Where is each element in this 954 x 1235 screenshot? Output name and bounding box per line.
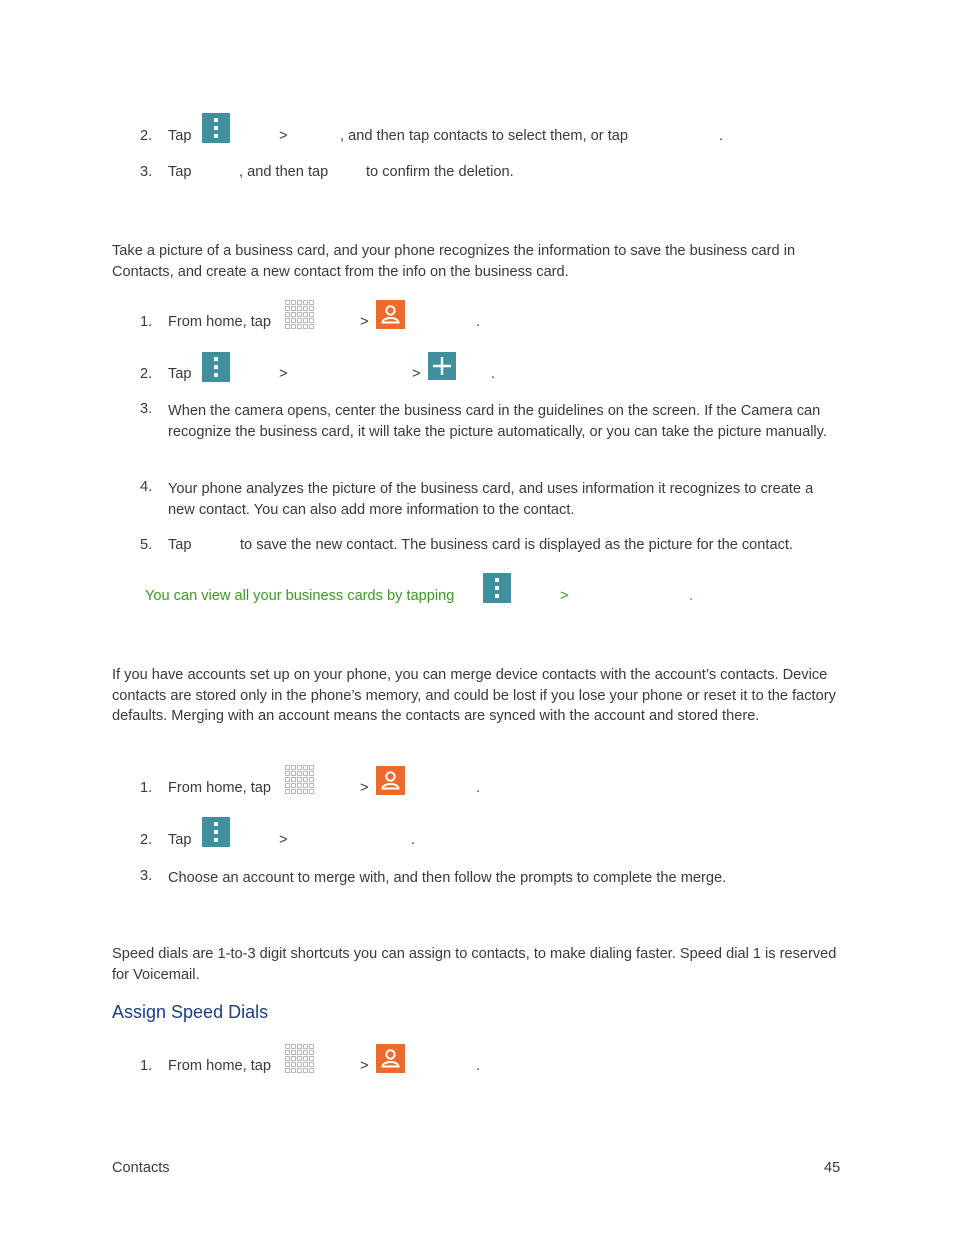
contacts-app-icon[interactable]	[376, 1044, 405, 1073]
menu-more-icon[interactable]	[483, 573, 511, 603]
step-text: Tap	[168, 128, 192, 144]
menu-more-icon[interactable]	[202, 352, 230, 382]
step-text: Choose an account to merge with, and then follow the prompts to complete the merge.	[168, 870, 727, 886]
add-plus-icon[interactable]	[428, 352, 456, 380]
step-number: 4.	[140, 479, 153, 495]
step-text: Your phone analyzes the picture of the business card, and uses information it recognizes to create a new contact. You can also add more information to the contact.	[168, 481, 814, 518]
speed-dials-intro: Speed dials are 1-to-3 digit shortcuts you can assign to contacts, to make dialing faster. Speed dial 1 is reserved for Voicemail.	[112, 946, 837, 983]
step-separator: >	[412, 366, 421, 382]
step-text: to confirm the deletion.	[366, 164, 514, 180]
step-separator: >	[279, 832, 288, 848]
step-number: 5.	[140, 537, 153, 553]
note-separator: >	[560, 588, 569, 604]
step-text: , and then tap	[239, 164, 329, 180]
step-text: From home, tap	[168, 314, 272, 330]
step-separator: >	[279, 128, 288, 144]
note-text: You can view all your business cards by tapping	[145, 588, 455, 604]
step-text: , and then tap contacts to select them, or tap	[340, 128, 628, 144]
step-number: 1.	[140, 314, 153, 330]
step-text: Tap	[168, 832, 192, 848]
step-separator: >	[279, 366, 288, 382]
step-number: 2.	[140, 366, 153, 382]
step-number: 1.	[140, 1058, 153, 1074]
step-number: 1.	[140, 780, 153, 796]
step-text: From home, tap	[168, 1058, 272, 1074]
step-text: When the camera opens, center the business card in the guidelines on the screen. If the Camera can recognize the business card, it will take the picture automatically, or you can take the picture manually.	[168, 403, 827, 440]
step-separator: >	[360, 780, 369, 796]
step-separator: >	[360, 314, 369, 330]
step-number: 3.	[140, 401, 153, 417]
step-text: Tap	[168, 366, 192, 382]
step-text: Tap	[168, 537, 192, 553]
note-end: .	[689, 588, 694, 604]
apps-grid-icon[interactable]	[285, 300, 315, 330]
step-text: to save the new contact. The business card is displayed as the picture for the contact.	[240, 537, 793, 553]
step-text: .	[411, 832, 416, 848]
apps-grid-icon[interactable]	[285, 765, 315, 795]
step-number: 2.	[140, 128, 153, 144]
step-text: Tap	[168, 164, 192, 180]
step-number: 3.	[140, 868, 153, 884]
step-text: .	[719, 128, 724, 144]
step-text: .	[476, 314, 481, 330]
step-separator: >	[360, 1058, 369, 1074]
menu-more-icon[interactable]	[202, 817, 230, 847]
merge-intro: If you have accounts set up on your phone, you can merge device contacts with the account’s contacts. Device contacts are stored only in the phone’s memory, and could be lost if you lose your phone or reset it to the factory defaults. Merging with an account means the contacts are synced with the account and stored there.	[112, 667, 836, 724]
section-subheading: Assign Speed Dials	[112, 1002, 269, 1022]
page-number: 45	[824, 1160, 841, 1176]
business-card-intro: Take a picture of a business card, and your phone recognizes the information to save the business card in Contacts, and create a new contact from the info on the business card.	[112, 243, 796, 280]
step-text: .	[491, 366, 496, 382]
contacts-app-icon[interactable]	[376, 300, 405, 329]
footer-section: Contacts	[112, 1160, 170, 1176]
apps-grid-icon[interactable]	[285, 1044, 315, 1074]
step-text: .	[476, 780, 481, 796]
contacts-app-icon[interactable]	[376, 766, 405, 795]
menu-more-icon[interactable]	[202, 113, 230, 143]
step-number: 2.	[140, 832, 153, 848]
step-text: .	[476, 1058, 481, 1074]
step-number: 3.	[140, 164, 153, 180]
step-text: From home, tap	[168, 780, 272, 796]
